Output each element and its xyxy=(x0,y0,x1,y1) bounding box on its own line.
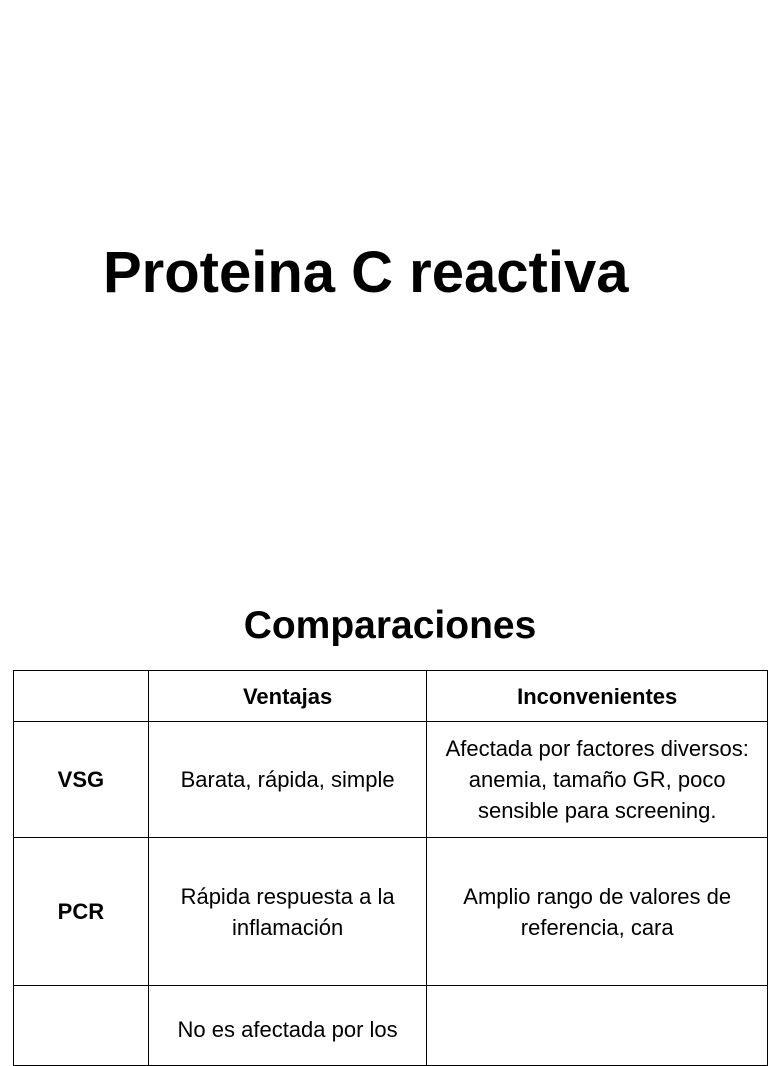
table-header-row xyxy=(14,671,768,722)
cell-ventajas: Rápida respuesta a la inflamación xyxy=(148,838,427,986)
table-row xyxy=(14,986,768,1066)
slide-title: Proteina C reactiva xyxy=(103,240,629,305)
header-cell-ventajas: Ventajas xyxy=(148,671,427,722)
row-label xyxy=(14,986,149,1066)
header-cell-inconvenientes: Inconvenientes xyxy=(427,671,768,722)
cell-ventajas: Barata, rápida, simple xyxy=(148,722,427,838)
table-row xyxy=(14,838,768,986)
cell-inconvenientes xyxy=(427,986,768,1066)
cell-inconvenientes: Amplio rango de valores de referencia, cara xyxy=(427,838,768,986)
cell-ventajas: No es afectada por los xyxy=(148,986,427,1066)
header-cell-empty xyxy=(14,671,149,722)
row-label: VSG xyxy=(14,722,149,838)
table-row xyxy=(14,722,768,838)
row-label: PCR xyxy=(14,838,149,986)
cell-inconvenientes: Afectada por factores diversos: anemia, tamaño GR, poco sensible para screening. xyxy=(427,722,768,838)
comparison-table xyxy=(13,670,768,1066)
section-title: Comparaciones xyxy=(243,604,537,647)
